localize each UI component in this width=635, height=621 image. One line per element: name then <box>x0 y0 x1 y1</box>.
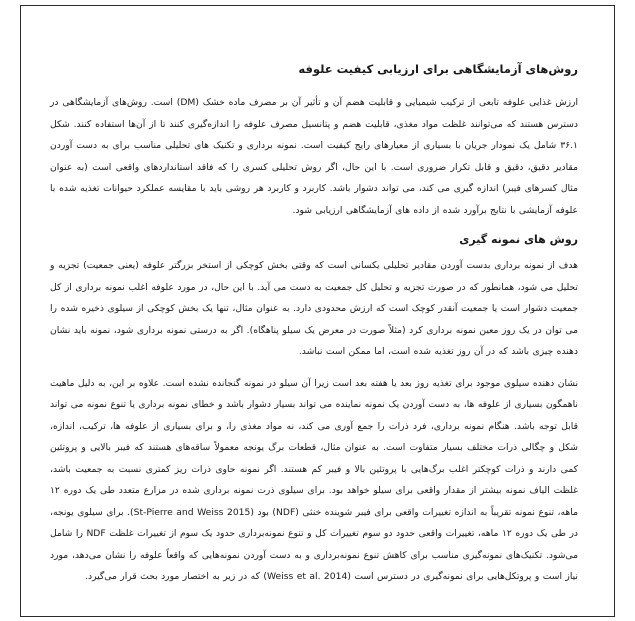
paragraph-sampling-purpose: هدف از نمونه برداری بدست آوردن مقادیر تحلیلی یکسانی است که وقتی بخش کوچکی از استخر بزرگتر علوفه (یعنی جمعیت) تجزیه و تحلیل می شود، همانطور که در صورت تجزیه و تحلیل کل جمعیت به دست می آید. با این حال، در مورد علوفه اغلب نمونه برداری از کل جمعیت دشوار است یا جمعیت آنقدر کوچک است که ارزش محدودی دارد. به عنوان مثال، تنها یک بخش کوچکی از سیلوی ذخیره شده را می توان در یک روز معین نمونه برداری کرد (مثلاً صورت در معرض یک سیلو پناهگاه). اگر به درستی نمونه برداری شود، نمونه باید نشان دهنده چیزی باشد که در آن روز تغذیه شده است، اما ممکن است نباشد. <box>50 260 578 357</box>
document-body <box>50 62 578 598</box>
section-heading-sampling: روش های نمونه گیری <box>459 233 578 246</box>
document-title: روش‌های آزمایشگاهی برای ارزیابی کیفیت علوفه <box>298 62 578 76</box>
paragraph-sampling-variation: نشان دهنده سیلوی موجود برای تغذیه روز بعد یا هفته بعد است زیرا آن سیلو در نمونه گنجانده نشده است. علاوه بر این، به دلیل ماهیت ناهمگون بسیاری از علوفه ها، به دست آوردن یک نمونه نماینده می تواند بسیار دشوار باشد و خطای نمونه برداری یا تنوع نمونه می تواند قابل توجه باشد. هنگام نمونه برداری، فرد ذرات را جمع آوری می کند، نه مواد مغذی را، و برای بسیاری از علوفه ها، ترکیب، اندازه، شکل و چگالی ذرات مختلف بسیار متفاوت است. به عنوان مثال، قطعات برگ یونجه معمولاً ساقه‌های هستند که فیبر بالایی و پروتئین کمی دارند و ذرات کوچکتر اغلب برگ‌هایی با پروتئین بالا و فیبر کم هستند. اگر نمونه حاوی ذرات ریز کمتری نسبت به جمعیت باشد، غلظت الیاف نمونه بیشتر از مقدار واقعی برای سیلو خواهد بود. برای سیلوی ذرت نمونه برداری شده در مزارع متعدد طی یک دوره ۱۲ ماهه، تنوع نمونه تقریباً به اندازه تغییرات واقعی برای فیبر شوینده خنثی (NDF) بود (St-Pierre and Weiss 2015). برای سیلوی یونجه، در طی یک دوره ۱۲ ماهه، تغییرات واقعی حدود دو سوم تغییرات کل و تنوع نمونه‌برداری حدود یک سوم از تغییرات غلظت NDF را شامل می‌شود. تکنیک‌های نمونه‌گیری مناسب برای کاهش تنوع نمونه‌برداری و به دست آوردن نمونه‌هایی که واقعاً علوفه را نشان می‌دهد، مورد نیاز است و پروتکل‌هایی برای نمونه‌گیری در دسترس است (Weiss et al. 2014) که در زیر به اختصار مورد بحث قرار می‌گیرد. <box>50 377 578 582</box>
paragraph-intro: ارزش غذایی علوفه تابعی از ترکیب شیمیایی و قابلیت هضم آن و تأثیر آن بر مصرف ماده خشک (DM) است. روش‌های آزمایشگاهی در دسترس هستند که می‌توانند غلظت مواد مغذی، قابلیت هضم و پتانسیل مصرف علوفه را اندازه‌گیری کنند تا از آن‌ها استفاده کنند. شکل ۳۶.۱ شامل یک نمودار جریان با بسیاری از معیارهای رایج کیفیت است. نمونه برداری و تکنیک های تحلیلی مناسب برای به دست آوردن مقادیر دقیق، دقیق و قابل تکرار ضروری است. با این حال، اگر روش تحلیلی کسری را که فاقد استانداردهای واقعی است (به عنوان مثال کسرهای فیبر) اندازه گیری می کند، می تواند دشوار باشد. کاربرد و کاربرد هر روشی باید با مقایسه عملکرد حیوانات تغذیه شده با علوفه آزمایشی با نتایج برآورد شده از داده های آزمایشگاهی ارزیابی شود. <box>50 97 579 216</box>
